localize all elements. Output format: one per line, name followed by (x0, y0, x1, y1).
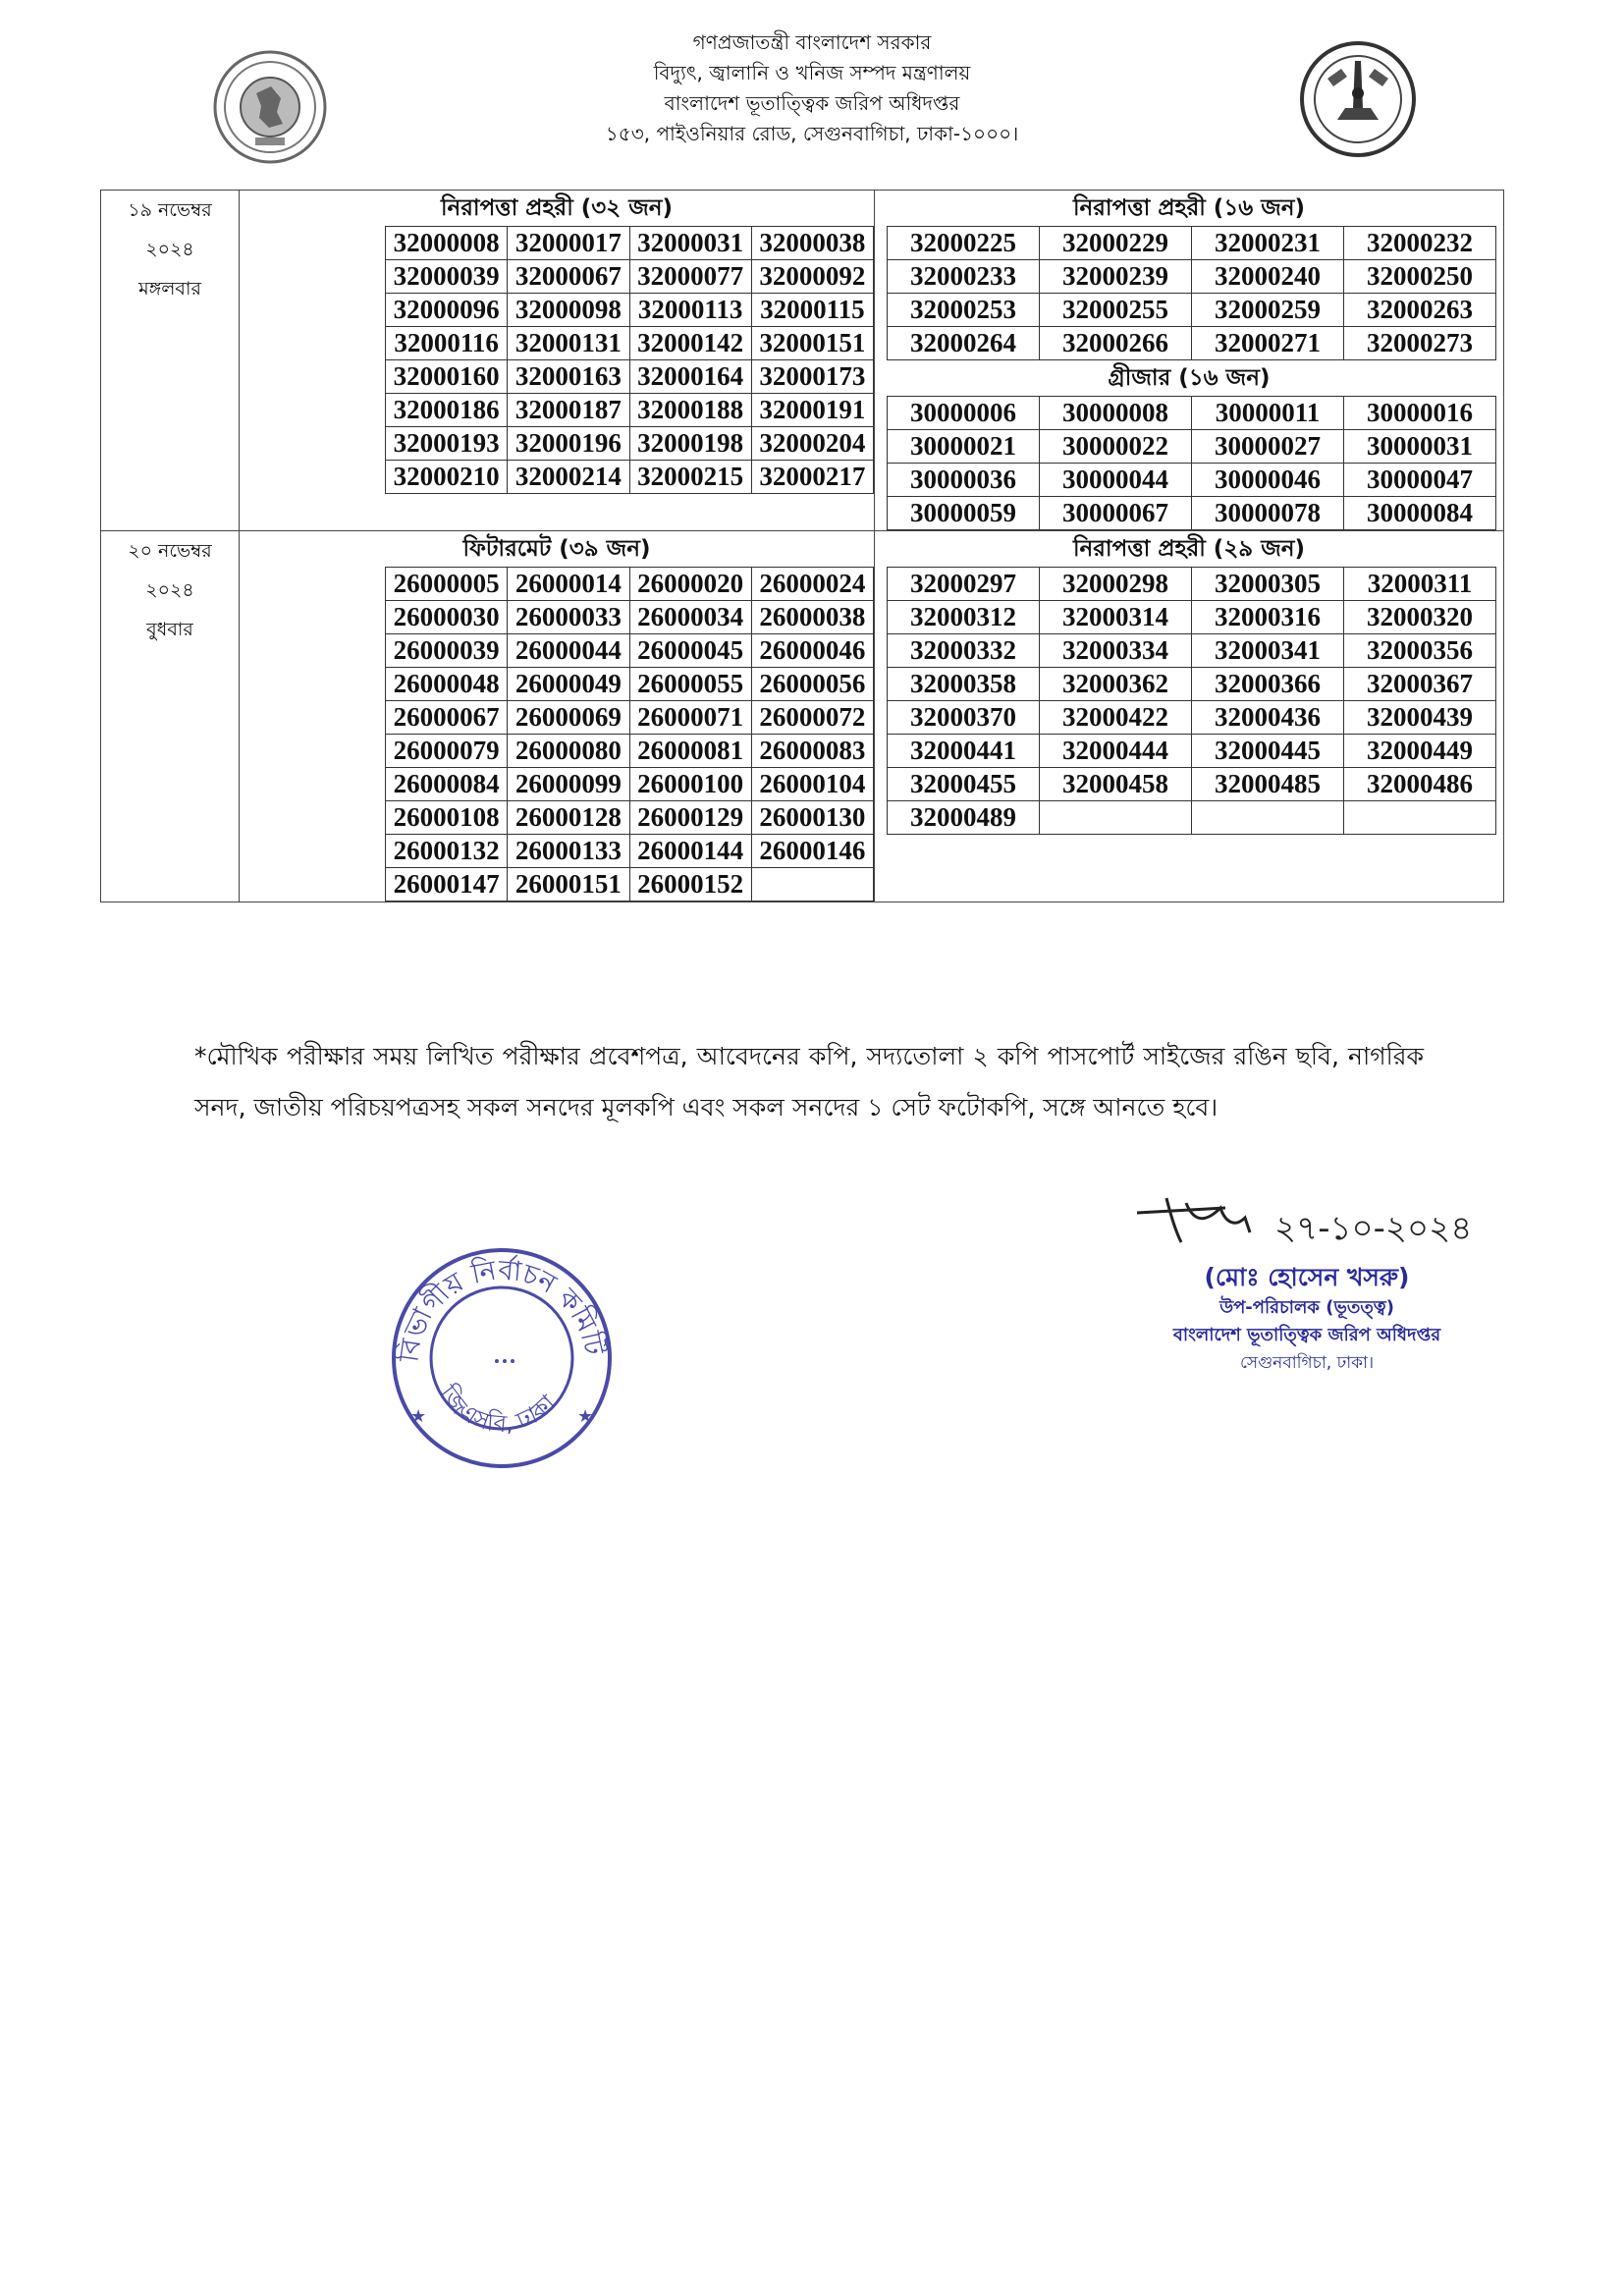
id-cell: 30000031 (1344, 430, 1496, 464)
id-cell: 30000047 (1344, 464, 1496, 497)
id-cell (751, 868, 873, 902)
id-cell: 26000079 (386, 735, 508, 768)
id-cell: 32000253 (888, 294, 1040, 327)
table-row (386, 735, 874, 768)
id-cell: 26000048 (386, 668, 508, 701)
id-cell: 32000341 (1192, 634, 1344, 668)
header-department: বাংলাদেশ ভূতাত্ত্বিক জরিপ অধিদপ্তর (664, 91, 960, 115)
id-cell: 26000071 (629, 701, 751, 735)
id-cell: 26000005 (386, 568, 508, 601)
id-cell: 26000147 (386, 868, 508, 902)
id-cell: 32000297 (888, 568, 1040, 601)
table-row (386, 868, 874, 902)
id-cell: 32000445 (1192, 735, 1344, 768)
id-cell: 30000006 (888, 397, 1040, 430)
id-cell: 32000266 (1040, 327, 1192, 360)
id-cell: 32000240 (1192, 260, 1344, 294)
table-row (888, 227, 1496, 260)
section-title-greaser: গ্রীজার (১৬ জন) (1108, 365, 1271, 391)
id-grid (887, 226, 1496, 360)
id-cell: 26000049 (508, 668, 629, 701)
id-cell: 26000083 (751, 735, 873, 768)
id-cell: 32000232 (1344, 227, 1496, 260)
id-cell: 26000128 (508, 801, 629, 835)
id-cell: 32000305 (1192, 568, 1344, 601)
id-cell: 26000034 (629, 601, 751, 634)
table-row (888, 735, 1496, 768)
schedule-table (100, 190, 1504, 902)
id-cell: 26000030 (386, 601, 508, 634)
section-title: ফিটারমেট (৩৯ জন) (462, 536, 651, 562)
id-cell: 32000370 (888, 701, 1040, 735)
svg-text:জিএসবি, ঢাকা: জিএসবি, ঢাকা (434, 1380, 562, 1439)
table-row (386, 360, 874, 394)
table-row (386, 601, 874, 634)
id-cell: 32000436 (1192, 701, 1344, 735)
id-cell: 32000259 (1192, 294, 1344, 327)
id-cell: 32000215 (629, 461, 751, 494)
id-cell: 32000067 (508, 260, 629, 294)
id-cell: 32000334 (1040, 634, 1192, 668)
id-cell: 32000193 (386, 427, 508, 461)
id-cell: 32000098 (508, 294, 629, 327)
id-cell: 32000039 (386, 260, 508, 294)
header-ministry: বিদ্যুৎ, জ্বালানি ও খনিজ সম্পদ মন্ত্রণালয় (653, 61, 971, 84)
section-title: নিরাপত্তা প্রহরী (২৯ জন) (1072, 536, 1306, 562)
section-security-guard-32 (240, 191, 875, 531)
table-row (888, 634, 1496, 668)
id-cell: 32000332 (888, 634, 1040, 668)
id-cell: 26000129 (629, 801, 751, 835)
id-cell: 26000152 (629, 868, 751, 902)
id-cell: 26000044 (508, 634, 629, 668)
table-row (386, 768, 874, 801)
table-row (888, 327, 1496, 360)
id-cell: 32000142 (629, 327, 751, 360)
svg-text:বিভাগীয় নির্বাচন কমিটি: বিভাগীয় নির্বাচন কমিটি (392, 1253, 611, 1364)
id-cell: 30000046 (1192, 464, 1344, 497)
table-row (888, 601, 1496, 634)
id-cell: 32000188 (629, 394, 751, 427)
id-cell: 32000367 (1344, 668, 1496, 701)
id-cell: 32000204 (751, 427, 873, 461)
id-cell: 32000314 (1040, 601, 1192, 634)
id-cell: 26000020 (629, 568, 751, 601)
id-cell: 26000132 (386, 835, 508, 868)
id-cell: 32000198 (629, 427, 751, 461)
id-cell: 32000320 (1344, 601, 1496, 634)
schedule-row-19-nov (101, 191, 1504, 531)
table-row (386, 461, 874, 494)
id-cell: 32000298 (1040, 568, 1192, 601)
header-address: ১৫৩, পাইওনিয়ার রোড, সেগুনবাগিচা, ঢাকা-১০০০। (605, 122, 1019, 145)
date-label: ২০ নভেম্বর (128, 540, 212, 562)
id-cell: 26000045 (629, 634, 751, 668)
table-row (386, 260, 874, 294)
section-title: নিরাপত্তা প্রহরী (৩২ জন) (440, 195, 674, 221)
id-cell: 26000072 (751, 701, 873, 735)
id-cell: 32000263 (1344, 294, 1496, 327)
committee-seal-icon (389, 1245, 615, 1471)
id-cell: 32000131 (508, 327, 629, 360)
id-cell: 32000485 (1192, 768, 1344, 801)
day-label: বুধবার (146, 619, 193, 640)
id-cell: 26000014 (508, 568, 629, 601)
id-cell: 30000067 (1040, 497, 1192, 530)
id-cell: 32000439 (1344, 701, 1496, 735)
svg-text:★: ★ (410, 1406, 427, 1427)
table-row (888, 430, 1496, 464)
id-cell: 32000173 (751, 360, 873, 394)
id-grid (385, 226, 874, 494)
government-emblem-icon (212, 49, 328, 165)
id-cell: 32000311 (1344, 568, 1496, 601)
id-cell: 30000011 (1192, 397, 1344, 430)
id-cell: 26000100 (629, 768, 751, 801)
id-grid (887, 396, 1496, 530)
signatory-name: (মোঃ হোসেন খসরু) (1204, 1263, 1410, 1291)
table-row (888, 668, 1496, 701)
section-security-guard-29 (875, 531, 1504, 902)
id-cell: 32000449 (1344, 735, 1496, 768)
id-cell: 26000144 (629, 835, 751, 868)
id-cell: 26000024 (751, 568, 873, 601)
signatory-organization: বাংলাদেশ ভূতাত্ত্বিক জরিপ অধিদপ্তর (1172, 1325, 1441, 1345)
id-cell: 32000186 (386, 394, 508, 427)
signatory-designation: উপ-পরিচালক (ভূতত্ত্ব) (1219, 1297, 1394, 1318)
id-cell: 32000187 (508, 394, 629, 427)
schedule-row-20-nov (101, 531, 1504, 902)
table-row (888, 701, 1496, 735)
id-cell: 26000099 (508, 768, 629, 801)
id-grid (385, 567, 874, 902)
id-cell: 32000113 (629, 294, 751, 327)
table-row (888, 497, 1496, 530)
id-cell: 32000217 (751, 461, 873, 494)
id-cell: 32000458 (1040, 768, 1192, 801)
id-cell: 32000455 (888, 768, 1040, 801)
id-cell: 32000316 (1192, 601, 1344, 634)
id-cell: 26000069 (508, 701, 629, 735)
id-cell: 30000016 (1344, 397, 1496, 430)
table-row (386, 568, 874, 601)
table-row (386, 227, 874, 260)
section-title: নিরাপত্তা প্রহরী (১৬ জন) (1072, 195, 1306, 221)
id-cell: 26000084 (386, 768, 508, 801)
id-cell: 32000444 (1040, 735, 1192, 768)
table-row (888, 801, 1496, 835)
signature-date: ২৭-১০-২০২৪ (1274, 1209, 1473, 1248)
id-cell: 26000046 (751, 634, 873, 668)
id-cell: 26000146 (751, 835, 873, 868)
id-cell: 30000021 (888, 430, 1040, 464)
table-row (386, 801, 874, 835)
id-cell: 32000092 (751, 260, 873, 294)
table-row (386, 668, 874, 701)
id-cell: 32000160 (386, 360, 508, 394)
id-cell: 32000225 (888, 227, 1040, 260)
id-cell: 32000264 (888, 327, 1040, 360)
table-row (386, 294, 874, 327)
table-row (888, 397, 1496, 430)
signature-icon (1127, 1188, 1559, 1257)
id-cell: 26000080 (508, 735, 629, 768)
id-grid (887, 567, 1496, 835)
id-cell: 32000116 (386, 327, 508, 360)
id-cell: 26000133 (508, 835, 629, 868)
id-cell: 30000022 (1040, 430, 1192, 464)
id-cell: 26000151 (508, 868, 629, 902)
id-cell: 32000273 (1344, 327, 1496, 360)
id-cell: 26000104 (751, 768, 873, 801)
signatory-address: সেগুনবাগিচা, ঢাকা। (1239, 1353, 1375, 1373)
table-row (386, 835, 874, 868)
table-row (386, 327, 874, 360)
id-cell: 32000214 (508, 461, 629, 494)
id-cell: 32000362 (1040, 668, 1192, 701)
table-row (888, 568, 1496, 601)
table-row (386, 701, 874, 735)
id-cell: 32000312 (888, 601, 1040, 634)
id-cell: 30000059 (888, 497, 1040, 530)
id-cell: 32000031 (629, 227, 751, 260)
id-cell: 32000008 (386, 227, 508, 260)
id-cell: 32000231 (1192, 227, 1344, 260)
id-cell: 26000056 (751, 668, 873, 701)
signatory-block (1155, 1261, 1459, 1377)
id-cell: 32000164 (629, 360, 751, 394)
id-cell: 32000422 (1040, 701, 1192, 735)
id-cell: 32000210 (386, 461, 508, 494)
section-fitter-mate-39 (240, 531, 875, 902)
svg-text:★: ★ (577, 1406, 594, 1427)
instruction-note: *মৌখিক পরীক্ষার সময় লিখিত পরীক্ষার প্রবেশপত্র, আবেদনের কপি, সদ্যতোলা ২ কপি পাসপোর্ট সাইজের রঙিন ছবি, নাগরিক সনদ, জাতীয় পরিচয়পত্রসহ সকল সনদের মূলকপি এবং সকল সনদের ১ সেট ফটোকপি, সঙ্গে আনতে হবে। (194, 1042, 1424, 1121)
table-row (386, 394, 874, 427)
id-cell: 26000108 (386, 801, 508, 835)
id-cell: 30000036 (888, 464, 1040, 497)
id-cell: 32000489 (888, 801, 1040, 835)
date-cell (101, 531, 240, 902)
table-row (386, 427, 874, 461)
gsb-logo-icon (1298, 39, 1418, 159)
id-cell: 26000130 (751, 801, 873, 835)
id-cell: 26000055 (629, 668, 751, 701)
id-cell: 26000081 (629, 735, 751, 768)
id-cell: 32000366 (1192, 668, 1344, 701)
id-cell: 32000151 (751, 327, 873, 360)
id-cell: 26000067 (386, 701, 508, 735)
id-cell: 30000084 (1344, 497, 1496, 530)
id-cell: 30000008 (1040, 397, 1192, 430)
id-cell: 32000163 (508, 360, 629, 394)
id-cell: 32000233 (888, 260, 1040, 294)
id-cell: 30000078 (1192, 497, 1344, 530)
id-cell (1344, 801, 1496, 835)
table-row (888, 294, 1496, 327)
id-cell: 32000038 (751, 227, 873, 260)
id-cell: 32000356 (1344, 634, 1496, 668)
id-cell: 32000250 (1344, 260, 1496, 294)
id-cell: 32000358 (888, 668, 1040, 701)
table-row (386, 634, 874, 668)
id-cell: 32000239 (1040, 260, 1192, 294)
table-row (888, 260, 1496, 294)
table-row (888, 768, 1496, 801)
id-cell: 32000017 (508, 227, 629, 260)
id-cell: 32000271 (1192, 327, 1344, 360)
id-cell: 32000255 (1040, 294, 1192, 327)
id-cell: 32000191 (751, 394, 873, 427)
year-label: ২০২৪ (145, 579, 194, 601)
day-label: মঙ্গলবার (138, 278, 201, 300)
id-cell: 26000039 (386, 634, 508, 668)
id-cell: 32000115 (751, 294, 873, 327)
id-cell: 32000486 (1344, 768, 1496, 801)
id-cell: 26000038 (751, 601, 873, 634)
table-row (888, 464, 1496, 497)
id-cell: 32000441 (888, 735, 1040, 768)
id-cell (1040, 801, 1192, 835)
year-label: ২০২৪ (145, 239, 194, 260)
id-cell: 32000077 (629, 260, 751, 294)
date-cell (101, 191, 240, 531)
id-cell: 30000044 (1040, 464, 1192, 497)
id-cell: 26000033 (508, 601, 629, 634)
id-cell: 30000027 (1192, 430, 1344, 464)
header-government: গণপ্রজাতন্ত্রী বাংলাদেশ সরকার (692, 30, 932, 54)
id-cell: 32000096 (386, 294, 508, 327)
date-label: ১৯ নভেম্বর (128, 199, 212, 221)
id-cell: 32000229 (1040, 227, 1192, 260)
id-cell (1192, 801, 1344, 835)
id-cell: 32000196 (508, 427, 629, 461)
section-security-guard-16 (875, 191, 1504, 531)
